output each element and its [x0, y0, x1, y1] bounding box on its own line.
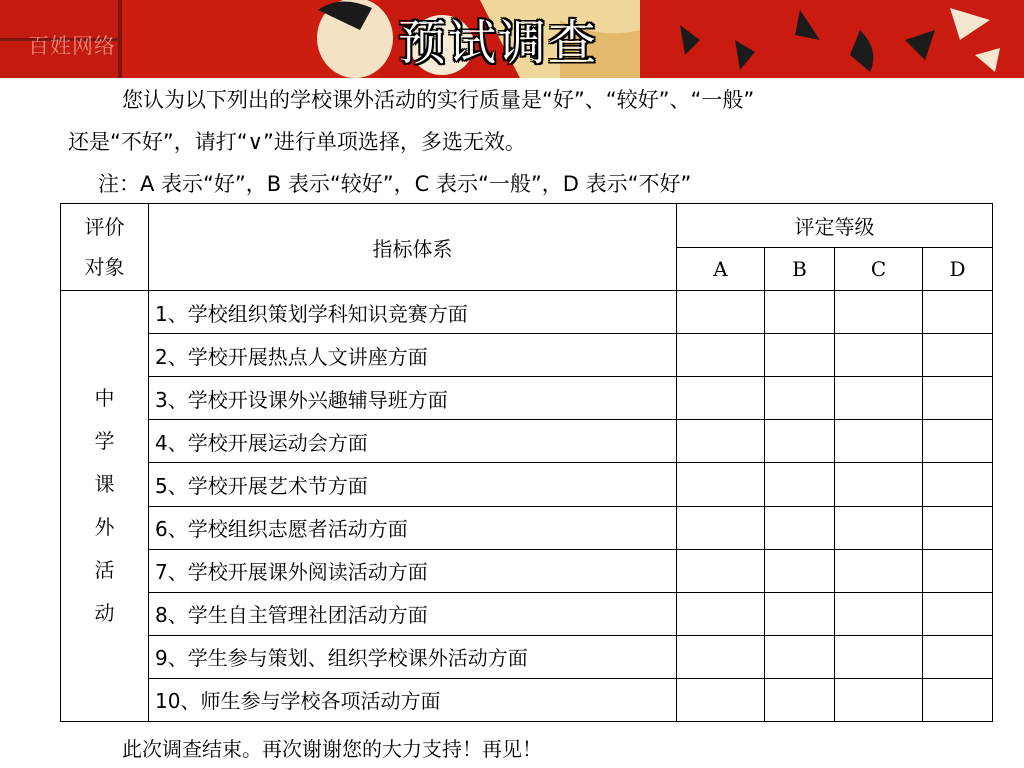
grade-b-cell[interactable]: [765, 463, 835, 506]
grade-a-cell[interactable]: [677, 506, 765, 549]
subject-label: [61, 291, 149, 722]
subject-char: 动: [94, 601, 115, 626]
table-row: [61, 549, 993, 592]
header-index-system: 指标体系: [149, 204, 677, 291]
grade-d-cell[interactable]: [923, 291, 993, 334]
grade-a-cell[interactable]: [677, 678, 765, 721]
grade-b-cell[interactable]: [765, 678, 835, 721]
subject-char: 学: [94, 429, 115, 454]
item-label: 2、学校开展热点人文讲座方面: [149, 334, 677, 377]
grade-c-cell[interactable]: [835, 506, 923, 549]
table-row: [61, 291, 993, 334]
grade-d-header: D: [923, 248, 993, 291]
header-eval-object: [61, 204, 149, 291]
grade-d-cell[interactable]: [923, 506, 993, 549]
grade-d-cell[interactable]: [923, 549, 993, 592]
grade-d-cell[interactable]: [923, 334, 993, 377]
item-label: 4、学校开展运动会方面: [149, 420, 677, 463]
grade-b-cell[interactable]: [765, 291, 835, 334]
grade-b-cell[interactable]: [765, 506, 835, 549]
subject-char: 中: [94, 386, 115, 411]
subject-char: 活: [94, 558, 115, 583]
grade-d-cell[interactable]: [923, 420, 993, 463]
grade-c-cell[interactable]: [835, 549, 923, 592]
grade-c-header: C: [835, 248, 923, 291]
table-row: [61, 592, 993, 635]
table-row: [61, 334, 993, 377]
grade-a-cell[interactable]: [677, 463, 765, 506]
grade-b-header: B: [765, 248, 835, 291]
grade-c-cell[interactable]: [835, 377, 923, 420]
item-label: 9、学生参与策划、组织学校课外活动方面: [149, 635, 677, 678]
item-label: 10、师生参与学校各项活动方面: [149, 678, 677, 721]
grade-c-cell[interactable]: [835, 592, 923, 635]
table-row: [61, 506, 993, 549]
grade-d-cell[interactable]: [923, 463, 993, 506]
grade-a-cell[interactable]: [677, 592, 765, 635]
grade-c-cell[interactable]: [835, 291, 923, 334]
grade-c-cell[interactable]: [835, 678, 923, 721]
table-row: [61, 678, 993, 721]
header-grade-level: 评定等级: [677, 204, 993, 248]
grade-c-cell[interactable]: [835, 420, 923, 463]
closing-message: 此次调查结束。再次谢谢您的大力支持！再见！: [122, 737, 542, 761]
grade-d-cell[interactable]: [923, 377, 993, 420]
intro-line-2: 还是“不好”，请打“∨”进行单项选择，多选无效。: [68, 130, 526, 154]
grade-a-cell[interactable]: [677, 420, 765, 463]
grade-a-cell[interactable]: [677, 377, 765, 420]
grade-c-cell[interactable]: [835, 334, 923, 377]
grade-b-cell[interactable]: [765, 334, 835, 377]
item-label: 6、学校组织志愿者活动方面: [149, 506, 677, 549]
grade-d-cell[interactable]: [923, 678, 993, 721]
item-label: 3、学校开设课外兴趣辅导班方面: [149, 377, 677, 420]
table-row: [61, 463, 993, 506]
slide-title: 预试调查: [398, 15, 599, 71]
grade-legend-note: 注：A 表示“好”，B 表示“较好”，C 表示“一般”，D 表示“不好”: [98, 172, 692, 196]
header-banner: [0, 0, 1024, 78]
item-label: 7、学校开展课外阅读活动方面: [149, 549, 677, 592]
grade-b-cell[interactable]: [765, 549, 835, 592]
grade-a-header: A: [677, 248, 765, 291]
grade-b-cell[interactable]: [765, 635, 835, 678]
header-eval-object-line1: 评价: [84, 215, 125, 240]
grade-a-cell[interactable]: [677, 334, 765, 377]
subject-char: 课: [94, 472, 115, 497]
subject-char: 外: [94, 515, 115, 540]
grade-a-cell[interactable]: [677, 549, 765, 592]
header-eval-object-line2: 对象: [84, 255, 125, 280]
grade-d-cell[interactable]: [923, 635, 993, 678]
grade-b-cell[interactable]: [765, 420, 835, 463]
watermark-text: 百姓网络: [28, 34, 116, 58]
grade-b-cell[interactable]: [765, 592, 835, 635]
intro-line-1: 您认为以下列出的学校课外活动的实行质量是“好”、“较好”、“一般”: [122, 88, 755, 112]
grade-c-cell[interactable]: [835, 635, 923, 678]
table-row: [61, 635, 993, 678]
item-label: 8、学生自主管理社团活动方面: [149, 592, 677, 635]
table-row: [61, 377, 993, 420]
item-label: 5、学校开展艺术节方面: [149, 463, 677, 506]
grade-b-cell[interactable]: [765, 377, 835, 420]
grade-a-cell[interactable]: [677, 635, 765, 678]
grade-c-cell[interactable]: [835, 463, 923, 506]
table-row: [61, 420, 993, 463]
survey-table: [60, 203, 993, 722]
grade-a-cell[interactable]: [677, 291, 765, 334]
grade-d-cell[interactable]: [923, 592, 993, 635]
item-label: 1、学校组织策划学科知识竞赛方面: [149, 291, 677, 334]
